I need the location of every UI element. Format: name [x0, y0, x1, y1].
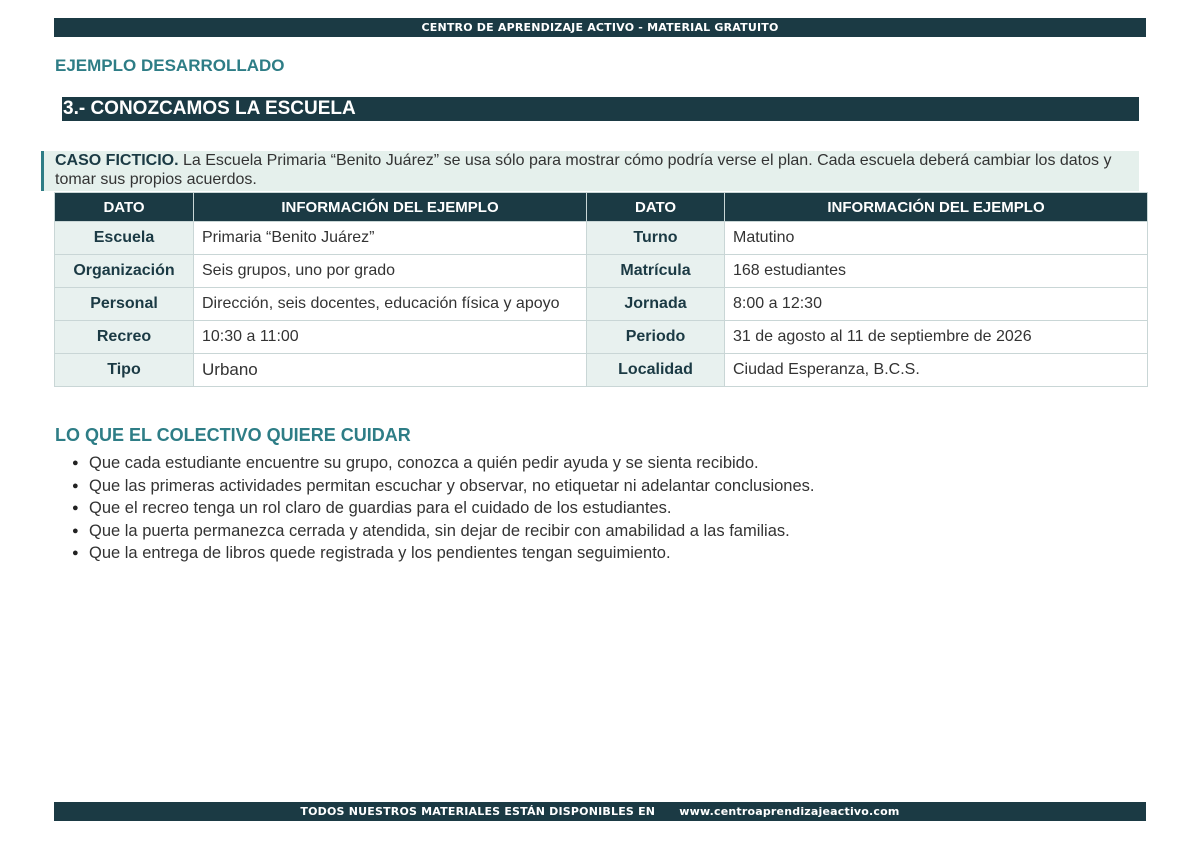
- row-value: Urbano: [194, 354, 587, 387]
- bullet-icon: ●: [72, 502, 79, 514]
- column-header: INFORMACIÓN DEL EJEMPLO: [725, 193, 1148, 222]
- row-key: Tipo: [55, 354, 194, 387]
- table-header-row: [55, 193, 1148, 222]
- header-banner: CENTRO DE APRENDIZAJE ACTIVO - MATERIAL GRATUITO: [54, 18, 1146, 37]
- table-row: [55, 321, 1148, 354]
- row-value: 10:30 a 11:00: [194, 321, 587, 354]
- row-value: Primaria “Benito Juárez”: [194, 222, 587, 255]
- school-data-table: [54, 192, 1148, 387]
- row-value: 31 de agosto al 11 de septiembre de 2026: [725, 321, 1148, 354]
- care-list: [72, 452, 814, 565]
- list-item-text: Que las primeras actividades permitan escuchar y observar, no etiquetar ni adelantar conclusiones.: [89, 476, 815, 495]
- fictional-case-note: [41, 151, 1139, 191]
- list-item-text: Que el recreo tenga un rol claro de guardias para el cuidado de los estudiantes.: [89, 499, 672, 517]
- footer-url-link[interactable]: www.centroaprendizajeactivo.com: [679, 805, 900, 818]
- row-key: Organización: [55, 255, 194, 288]
- list-item: [72, 542, 814, 565]
- bullet-icon: ●: [72, 457, 79, 469]
- bullet-icon: ●: [72, 524, 79, 537]
- care-title: LO QUE EL COLECTIVO QUIERE CUIDAR: [55, 425, 411, 445]
- column-header: DATO: [55, 193, 194, 222]
- row-value: 8:00 a 12:30: [725, 288, 1148, 321]
- row-value: 168 estudiantes: [725, 255, 1148, 288]
- row-value: Dirección, seis docentes, educación física y apoyo: [194, 288, 587, 321]
- row-key: Recreo: [55, 321, 194, 354]
- list-item: [72, 452, 814, 475]
- row-value: Seis grupos, uno por grado: [194, 255, 587, 288]
- list-item-text: Que cada estudiante encuentre su grupo, conozca a quién pedir ayuda y se sienta recibido.: [89, 454, 759, 472]
- column-header: INFORMACIÓN DEL EJEMPLO: [194, 193, 587, 222]
- bullet-icon: ●: [72, 479, 79, 492]
- list-item: [72, 520, 814, 543]
- row-key: Personal: [55, 288, 194, 321]
- row-key: Escuela: [55, 222, 194, 255]
- row-key: Localidad: [587, 354, 725, 387]
- row-key: Jornada: [587, 288, 725, 321]
- note-text: La Escuela Primaria “Benito Juárez” se usa sólo para mostrar cómo podría verse el plan. Cada escuela deberá cambiar los datos y tomar sus propios acuerdos.: [55, 152, 1112, 188]
- footer-text: TODOS NUESTROS MATERIALES ESTÁN DISPONIBLES EN: [300, 805, 656, 818]
- table-row: [55, 222, 1148, 255]
- column-header: DATO: [587, 193, 725, 222]
- row-key: Turno: [587, 222, 725, 255]
- list-item: [72, 497, 814, 520]
- row-key: Periodo: [587, 321, 725, 354]
- row-value: Matutino: [725, 222, 1148, 255]
- row-value: Ciudad Esperanza, B.C.S.: [725, 354, 1148, 387]
- table-row: [55, 288, 1148, 321]
- note-label: CASO FICTICIO.: [55, 152, 179, 169]
- row-key: Matrícula: [587, 255, 725, 288]
- list-item-text: Que la puerta permanezca cerrada y atendida, sin dejar de recibir con amabilidad a las familias.: [89, 521, 790, 540]
- list-item: [72, 475, 814, 498]
- bullet-icon: ●: [72, 547, 79, 559]
- section-title: 3.- CONOZCAMOS LA ESCUELA: [62, 97, 1139, 121]
- kicker-title: EJEMPLO DESARROLLADO: [55, 56, 285, 75]
- table-row: [55, 354, 1148, 387]
- footer-banner: [54, 802, 1146, 821]
- table-row: [55, 255, 1148, 288]
- list-item-text: Que la entrega de libros quede registrada y los pendientes tengan seguimiento.: [89, 544, 671, 562]
